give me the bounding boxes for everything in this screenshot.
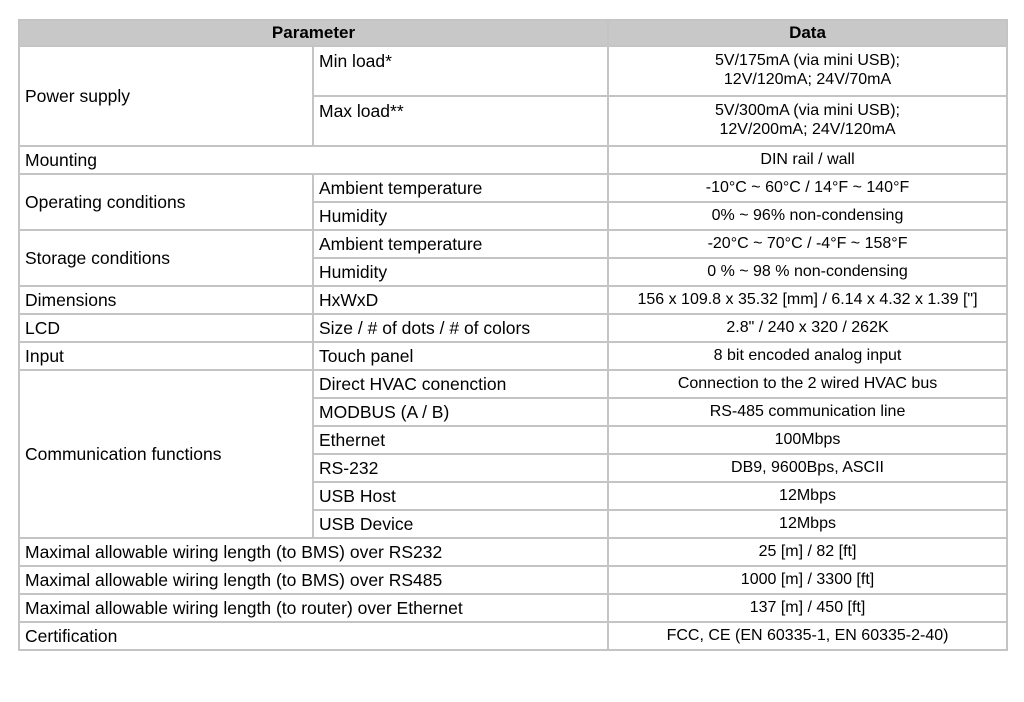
- input-sub: Touch panel: [313, 342, 608, 370]
- storage-temp-value: -20°C ~ 70°C / -4°F ~ 158°F: [608, 230, 1007, 258]
- comm-item-label: RS-232: [313, 454, 608, 482]
- comm-item-value: 100Mbps: [608, 426, 1007, 454]
- storage-humidity-label: Humidity: [313, 258, 608, 286]
- min-load-line1: 5V/175mA (via mini USB);: [715, 52, 900, 69]
- operating-label: Operating conditions: [19, 174, 313, 230]
- table-row: [19, 286, 1007, 314]
- table-row: [19, 370, 1007, 398]
- table-row: [19, 174, 1007, 202]
- mounting-value: DIN rail / wall: [608, 146, 1007, 174]
- table-row: [19, 538, 1007, 566]
- wiring-value: 1000 [m] / 3300 [ft]: [608, 566, 1007, 594]
- table-row: [19, 342, 1007, 370]
- table-row: [19, 46, 1007, 96]
- data-header: Data: [608, 20, 1007, 46]
- header-row: [19, 20, 1007, 46]
- lcd-label: LCD: [19, 314, 313, 342]
- min-load-label: Min load*: [313, 46, 608, 96]
- storage-label: Storage conditions: [19, 230, 313, 286]
- operating-humidity-label: Humidity: [313, 202, 608, 230]
- mounting-label: Mounting: [19, 146, 608, 174]
- comm-item-label: Direct HVAC conenction: [313, 370, 608, 398]
- certification-value: FCC, CE (EN 60335-1, EN 60335-2-40): [608, 622, 1007, 650]
- dimensions-sub: HxWxD: [313, 286, 608, 314]
- operating-temp-label: Ambient temperature: [313, 174, 608, 202]
- comm-item-value: RS-485 communication line: [608, 398, 1007, 426]
- wiring-value: 25 [m] / 82 [ft]: [608, 538, 1007, 566]
- wiring-label: Maximal allowable wiring length (to BMS) over RS232: [19, 538, 608, 566]
- min-load-value: [608, 46, 1007, 96]
- comm-label: Communication functions: [19, 370, 313, 538]
- storage-temp-label: Ambient temperature: [313, 230, 608, 258]
- comm-item-value: DB9, 9600Bps, ASCII: [608, 454, 1007, 482]
- max-load-line2: 12V/200mA; 24V/120mA: [719, 121, 896, 139]
- table-row: [19, 594, 1007, 622]
- spec-table: [18, 19, 1008, 651]
- dimensions-value: 156 x 109.8 x 35.32 [mm] / 6.14 x 4.32 x 1.39 ["]: [608, 286, 1007, 314]
- operating-temp-value: -10°C ~ 60°C / 14°F ~ 140°F: [608, 174, 1007, 202]
- operating-humidity-value: 0% ~ 96% non-condensing: [608, 202, 1007, 230]
- table-row: [19, 566, 1007, 594]
- wiring-label: Maximal allowable wiring length (to BMS) over RS485: [19, 566, 608, 594]
- table-row: [19, 230, 1007, 258]
- certification-label: Certification: [19, 622, 608, 650]
- table-row: [19, 314, 1007, 342]
- dimensions-label: Dimensions: [19, 286, 313, 314]
- min-load-line2: 12V/120mA; 24V/70mA: [723, 71, 892, 89]
- storage-humidity-value: 0 % ~ 98 % non-condensing: [608, 258, 1007, 286]
- max-load-line1: 5V/300mA (via mini USB);: [715, 102, 900, 119]
- comm-item-label: USB Device: [313, 510, 608, 538]
- max-load-label: Max load**: [313, 96, 608, 146]
- lcd-sub: Size / # of dots / # of colors: [313, 314, 608, 342]
- comm-item-value: 12Mbps: [608, 482, 1007, 510]
- comm-item-value: Connection to the 2 wired HVAC bus: [608, 370, 1007, 398]
- power-supply-label: Power supply: [19, 46, 313, 146]
- wiring-value: 137 [m] / 450 [ft]: [608, 594, 1007, 622]
- wiring-label: Maximal allowable wiring length (to router) over Ethernet: [19, 594, 608, 622]
- input-label: Input: [19, 342, 313, 370]
- lcd-value: 2.8" / 240 x 320 / 262K: [608, 314, 1007, 342]
- comm-item-label: MODBUS (A / B): [313, 398, 608, 426]
- comm-item-label: USB Host: [313, 482, 608, 510]
- input-value: 8 bit encoded analog input: [608, 342, 1007, 370]
- table-row: [19, 622, 1007, 650]
- comm-item-value: 12Mbps: [608, 510, 1007, 538]
- table-row: [19, 146, 1007, 174]
- parameter-header: Parameter: [19, 20, 608, 46]
- max-load-value: [608, 96, 1007, 146]
- comm-item-label: Ethernet: [313, 426, 608, 454]
